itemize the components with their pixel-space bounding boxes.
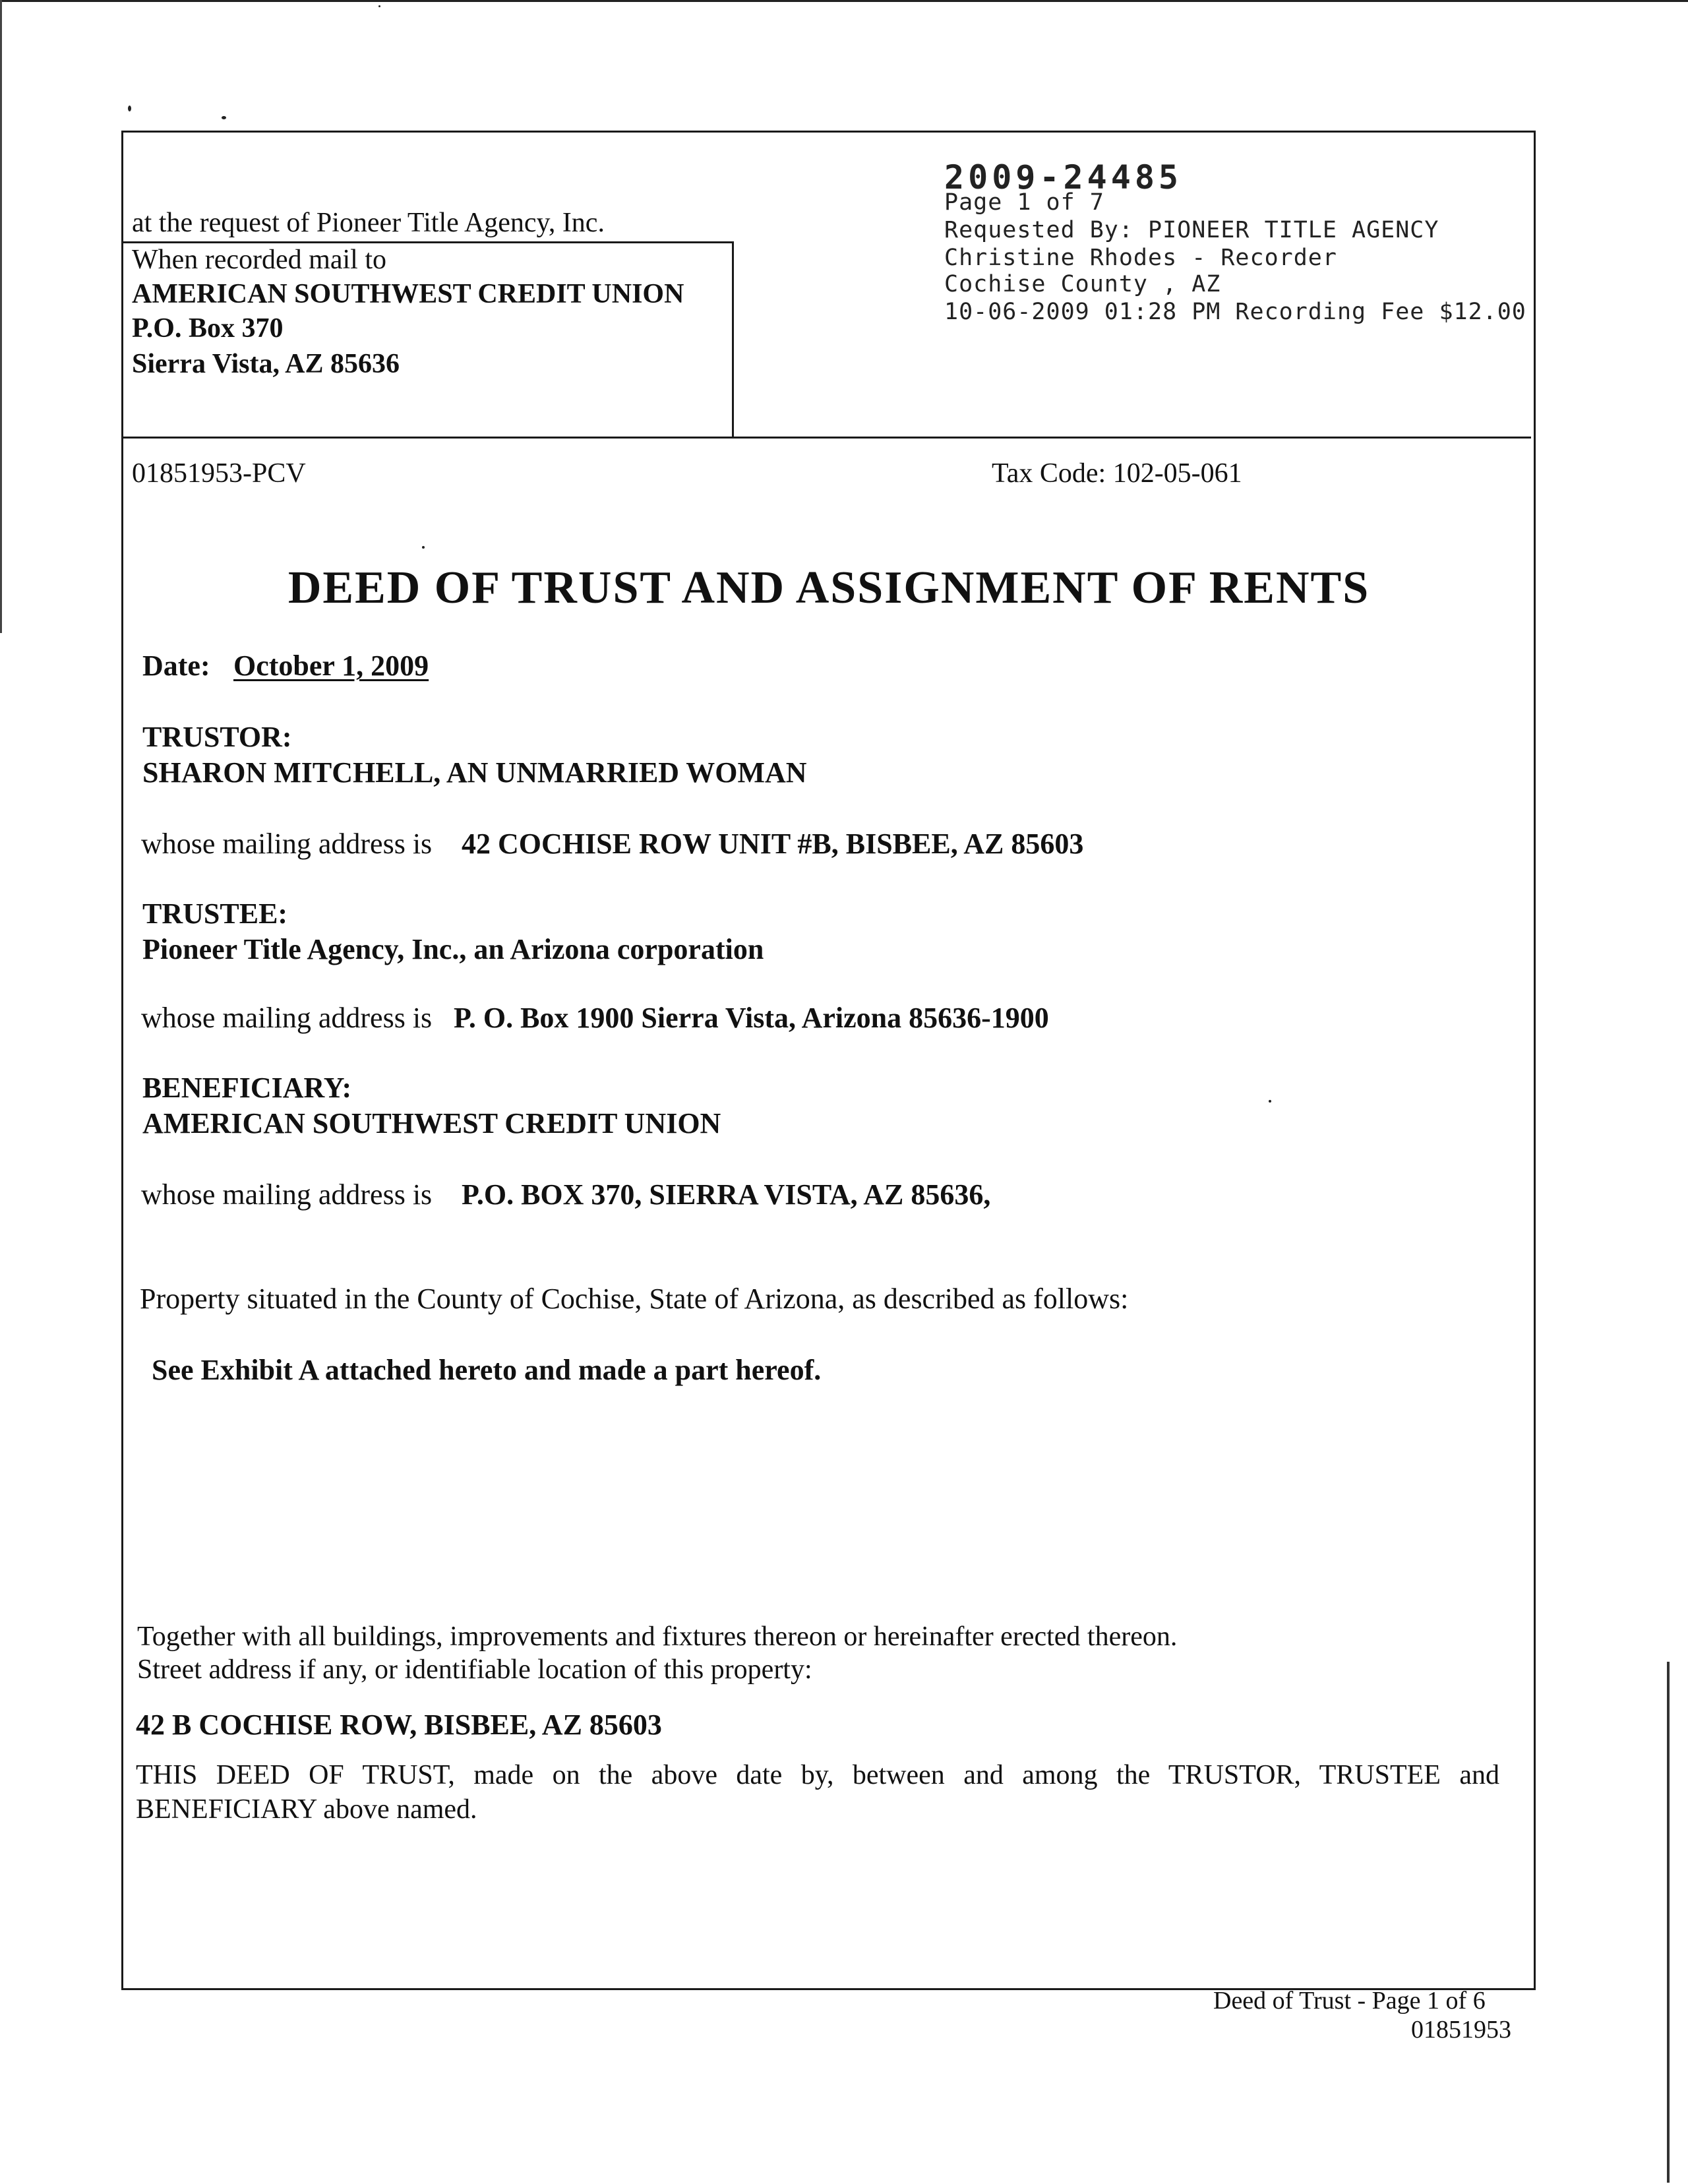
footer-page-number: Deed of Trust - Page 1 of 6 — [1213, 1987, 1486, 2015]
mail-to-label: When recorded mail to — [132, 245, 386, 275]
street-address-label: Street address if any, or identifiable location of this property: — [137, 1654, 812, 1685]
stamp-requested-by: Requested By: PIONEER TITLE AGENCY — [944, 217, 1439, 243]
beneficiary-address: P.O. BOX 370, SIERRA VISTA, AZ 85636, — [462, 1178, 991, 1211]
scan-edge-right — [1667, 1662, 1670, 2183]
trustor-address: 42 COCHISE ROW UNIT #B, BISBEE, AZ 85603 — [462, 828, 1084, 860]
date-label: Date: — [142, 650, 210, 682]
document-title: DEED OF TRUST AND ASSIGNMENT OF RENTS — [287, 562, 1370, 613]
date-value: October 1, 2009 — [233, 650, 429, 682]
recording-number: 2009-24485 — [944, 158, 1183, 197]
mail-to-city: Sierra Vista, AZ 85636 — [132, 349, 400, 379]
trustor-name: SHARON MITCHELL, AN UNMARRIED WOMAN — [142, 756, 807, 789]
request-line: at the request of Pioneer Title Agency, Inc. — [132, 208, 605, 238]
mail-to-name: AMERICAN SOUTHWEST CREDIT UNION — [132, 279, 684, 309]
exhibit-reference: See Exhibit A attached hereto and made a part hereof. — [152, 1354, 822, 1386]
trustee-address-prefix: whose mailing address is — [141, 1002, 433, 1034]
scan-speck — [128, 106, 131, 111]
stamp-page: Page 1 of 7 — [944, 189, 1104, 216]
stamp-county: Cochise County , AZ — [944, 271, 1221, 297]
mail-to-box-number: P.O. Box 370 — [132, 313, 284, 344]
beneficiary-address-prefix: whose mailing address is — [141, 1178, 433, 1211]
tax-code: Tax Code: 102-05-061 — [992, 458, 1242, 489]
stamp-datetime-fee: 10-06-2009 01:28 PM Recording Fee $12.00 — [944, 299, 1526, 325]
scan-speck — [222, 116, 226, 119]
trustor-heading: TRUSTOR: — [142, 721, 292, 753]
stamp-recorder: Christine Rhodes - Recorder — [944, 245, 1337, 271]
beneficiary-heading: BENEFICIARY: — [142, 1072, 352, 1104]
deed-made-line-2: BENEFICIARY above named. — [136, 1794, 477, 1825]
together-clause: Together with all buildings, improvements and fixtures thereon or hereinafter erected thereon. — [137, 1622, 1178, 1652]
footer-file-number: 01851953 — [1411, 2016, 1511, 2044]
scan-speck — [378, 5, 380, 7]
property-situated: Property situated in the County of Cochise, State of Arizona, as described as follows: — [140, 1283, 1129, 1315]
scan-edge-left — [0, 0, 2, 633]
trustee-name: Pioneer Title Agency, Inc., an Arizona corporation — [142, 933, 764, 965]
beneficiary-name: AMERICAN SOUTHWEST CREDIT UNION — [142, 1107, 721, 1139]
trustee-address: P. O. Box 1900 Sierra Vista, Arizona 85636-1900 — [454, 1002, 1049, 1034]
trustor-address-prefix: whose mailing address is — [141, 828, 433, 860]
scan-edge-top — [0, 0, 1688, 2]
trustee-heading: TRUSTEE: — [142, 897, 288, 930]
street-address: 42 B COCHISE ROW, BISBEE, AZ 85603 — [136, 1709, 662, 1741]
file-number: 01851953-PCV — [132, 458, 306, 489]
deed-made-line-1: THIS DEED OF TRUST, made on the above date by, between and among the TRUSTOR, TRUSTEE and — [136, 1760, 1499, 1790]
